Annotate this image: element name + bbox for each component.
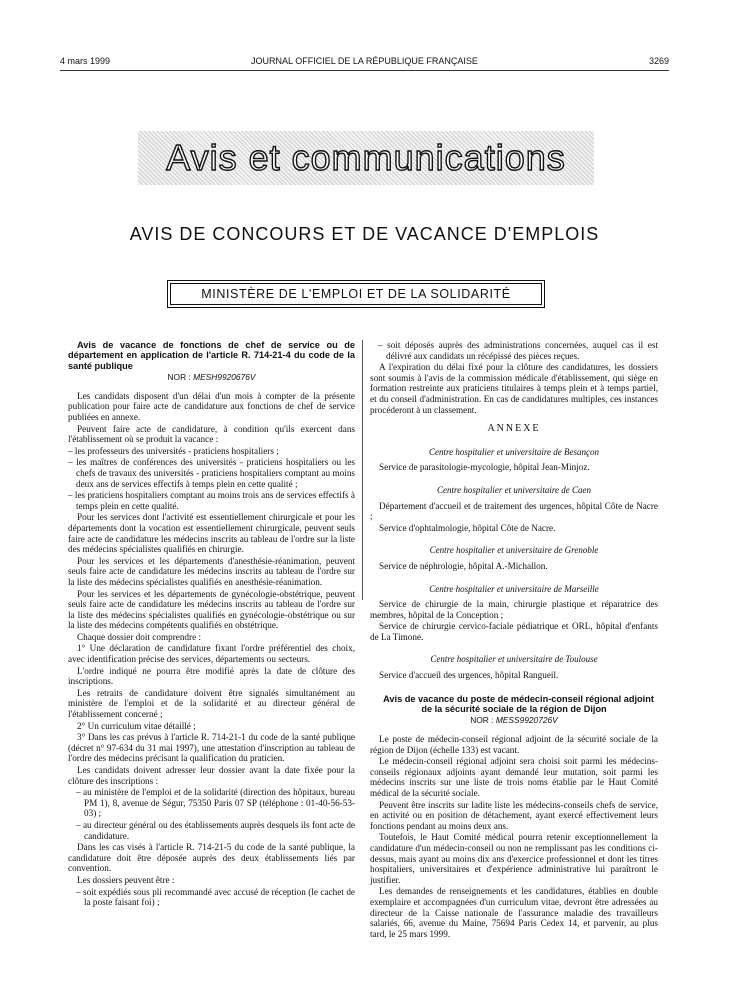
main-title: AVIS DE CONCOURS ET DE VACANCE D'EMPLOIS [129, 224, 600, 244]
paragraph: Pour les services et les départements de gynécologie-obstétrique, peuvent seuls faire acte de candidature les médecins inscrits au tableau de l'ordre sur la liste des médecins spécialistes qualifiés en gynécologie-obstétrique ou sur la liste des médecins compétents qualifiés en obstétrique. [68, 588, 355, 631]
paragraph: – au directeur général ou des établissements auprès desquels ils font acte de candidature. [76, 819, 355, 841]
paragraph: Les dossiers peuvent être : [77, 874, 175, 885]
nor-code-1: MESH9920676V [193, 372, 256, 383]
paragraph: – soit expédiés sous pli recommandé avec accusé de réception (le cachet de la poste faisant foi) ; [76, 886, 355, 908]
paragraph: 2° Un curriculum vitae détaillé ; [77, 720, 196, 731]
paragraph: Peuvent faire acte de candidature, à condition qu'ils exercent dans l'établissement où se produit la vacance : [68, 423, 355, 445]
service-entry: Service de chirurgie cervico-faciale pédiatrique et ORL, hôpital d'enfants de La Timone. [370, 621, 658, 642]
nor-label-1: NOR : [167, 372, 191, 383]
left-column [68, 340, 355, 909]
annexe-heading: ANNEXE [487, 423, 541, 435]
service-entry: Service d'accueil des urgences, hôpital Rangueil. [379, 670, 559, 681]
paragraph: Les retraits de candidature doivent être signalés simultanément au ministère de l'emploi et de la solidarité et au directeur général de l'établissement concerné ; [68, 687, 355, 720]
page-header [60, 56, 669, 70]
paragraph: – les praticiens hospitaliers comptant au moins trois ans de services effectifs à temps plein en cette qualité. [68, 490, 355, 511]
right-top-paragraphs [370, 340, 658, 415]
paragraph: Toutefois, le Haut Comité médical pourra retenir exceptionnellement la candidature d'un médecin-conseil ou non ne remplissant pas les conditions ci-dessus, mais ayant au moins dix ans d'exercice professionnel et dont les titres hospitaliers, universitaires et d'expérience administrative lui paraîtront le justifier. [370, 832, 658, 885]
paragraph: – soit déposés auprès des administrations concernées, auquel cas il est délivré aux candidats un récépissé des pièces reçues. [378, 340, 658, 361]
paragraph: Chaque dossier doit comprendre : [77, 631, 201, 642]
section-banner [138, 131, 594, 185]
paragraph: – les professeurs des universités - praticiens hospitaliers ; [68, 445, 279, 456]
paragraph: Les candidats disposent d'un délai d'un mois à compter de la présente publication pour faire acte de candidature aux fonctions de chef de service publiées en annexe. [68, 390, 355, 422]
header-journal: JOURNAL OFFICIEL DE LA RÉPUBLIQUE FRANÇAISE [251, 56, 478, 66]
hospital-center: Centre hospitalier et universitaire de Grenoble [429, 545, 599, 556]
paragraph: – au ministère de l'emploi et de la solidarité (direction des hôpitaux, bureau PM 1), 8, avenue de Ségur, 75350 Paris 07 SP (téléphone : 01-40-56-53-03) ; [76, 787, 355, 819]
banner-title: Avis et communications [166, 137, 566, 178]
paragraph: 3° Dans les cas prévus à l'article R. 714-21-1 du code de la santé publique (décret n° 97-634 du 31 mai 1997), une attestation d'inscription au tableau de l'ordre des médecins précisant la qualification du praticien. [68, 732, 355, 764]
left-paragraphs [68, 391, 355, 908]
paragraph: Peuvent être inscrits sur ladite liste les médecins-conseils chefs de service, en activité ou en position de détachement, ayant exercé effectivement leurs fonctions pendant au moins deux ans. [370, 799, 658, 831]
paragraph: L'ordre indiqué ne pourra être modifié après la date de clôture des inscriptions. [68, 665, 355, 687]
service-entry: Service de néphrologie, hôpital A.-Michallon. [379, 560, 548, 571]
article-title-2: Avis de vacance du poste de médecin-conseil régional adjoint de la sécurité sociale de la région de Dijon [383, 693, 654, 715]
hospital-center: Centre hospitalier et universitaire de Marseille [429, 583, 599, 594]
column-divider [362, 340, 363, 600]
nor-reference-2 [370, 715, 658, 726]
right-bottom-paragraphs [370, 734, 658, 939]
paragraph: 1° Une déclaration de candidature fixant l'ordre préférentiel des choix, avec identification précise des services, départements ou secteurs. [68, 643, 355, 665]
service-entry: Service d'ophtalmologie, hôpital Côte de Nacre. [379, 522, 556, 533]
article-title-1: Avis de vacance de fonctions de chef de service ou de département en application de l'article R. 714-21-4 du code de la santé publique [68, 340, 355, 371]
header-rule [60, 70, 669, 71]
paragraph: Les demandes de renseignements et les candidatures, établies en double exemplaire et accompagnées d'un curriculum vitae, devront être adressées au directeur de la Caisse nationale de l'assurance maladie des travailleurs salariés, 66, avenue du Maine, 75694 Paris Cedex 14, et parvenir, au plus tard, le 25 mars 1999. [370, 886, 658, 939]
paragraph: Pour les services et les départements d'anesthésie-réanimation, peuvent seuls faire acte de candidature les médecins inscrits au tableau de l'ordre sur la liste des médecins spécialistes qualifiés en anesthésie-réanimation. [68, 555, 355, 587]
nor-label-2: NOR : [470, 715, 494, 726]
header-date: 4 mars 1999 [60, 56, 111, 66]
paragraph: Le poste de médecin-conseil régional adjoint de la sécurité sociale de la région de Dijon (échelle 133) est vacant. [370, 734, 658, 755]
ministry-box: MINISTÈRE DE L'EMPLOI ET DE LA SOLIDARITÉ [170, 283, 542, 305]
right-column [370, 340, 658, 940]
hospital-center: Centre hospitalier et universitaire de Besançon [428, 446, 600, 457]
service-entry: Département d'accueil et de traitement des urgences, hôpital Côte de Nacre ; [370, 500, 658, 522]
nor-reference-1 [68, 372, 355, 383]
header-page-number: 3269 [648, 56, 669, 66]
service-entry: Service de parasitologie-mycologie, hôpital Jean-Minjoz. [379, 462, 590, 473]
annex-list [370, 447, 658, 681]
paragraph: Dans les cas visés à l'article R. 714-21-5 du code de la santé publique, la candidature doit être déposée auprès des deux établissements liés par convention. [68, 842, 355, 874]
paragraph: – les maîtres de conférences des universités - praticiens hospitaliers ou les chefs de travaux des universités - praticiens hospitaliers comptant au moins deux ans de services effectifs à temps plein en cette qualité ; [68, 457, 355, 489]
paragraph: Pour les services dont l'activité est essentiellement chirurgicale et pour les départements dont la vocation est essentiellement chirurgicale, peuvent seuls faire acte de candidature les médecins inscrits au tableau de l'ordre sur la liste des médecins spécialistes qualifiés en chirurgie. [68, 512, 355, 555]
nor-code-2: MESS9920726V [495, 715, 558, 726]
paragraph: Le médecin-conseil régional adjoint sera choisi soit parmi les médecins-conseils régionaux adjoints ayant demandé leur mutation, soit parmi les médecins inscrits sur une liste de trois noms établie par le Haut Comité médical de la sécurité sociale. [370, 756, 658, 799]
hospital-center: Centre hospitalier et universitaire de Toulouse [430, 654, 598, 665]
service-entry: Service de chirurgie de la main, chirurgie plastique et réparatrice des membres, hôpital de la Conception ; [370, 599, 658, 620]
hospital-center: Centre hospitalier et universitaire de Caen [436, 484, 592, 495]
paragraph: A l'expiration du délai fixé pour la clôture des candidatures, les dossiers sont soumis à l'avis de la commission médicale d'établissement, qui siège en formation restreinte aux praticiens titulaires à temps plein et à temps partiel, et du conseil d'administration. En cas de candidatures multiples, ces instances procéderont à un classement. [370, 362, 658, 415]
paragraph: Les candidats doivent adresser leur dossier avant la date fixée pour la clôture des inscriptions : [68, 765, 355, 786]
